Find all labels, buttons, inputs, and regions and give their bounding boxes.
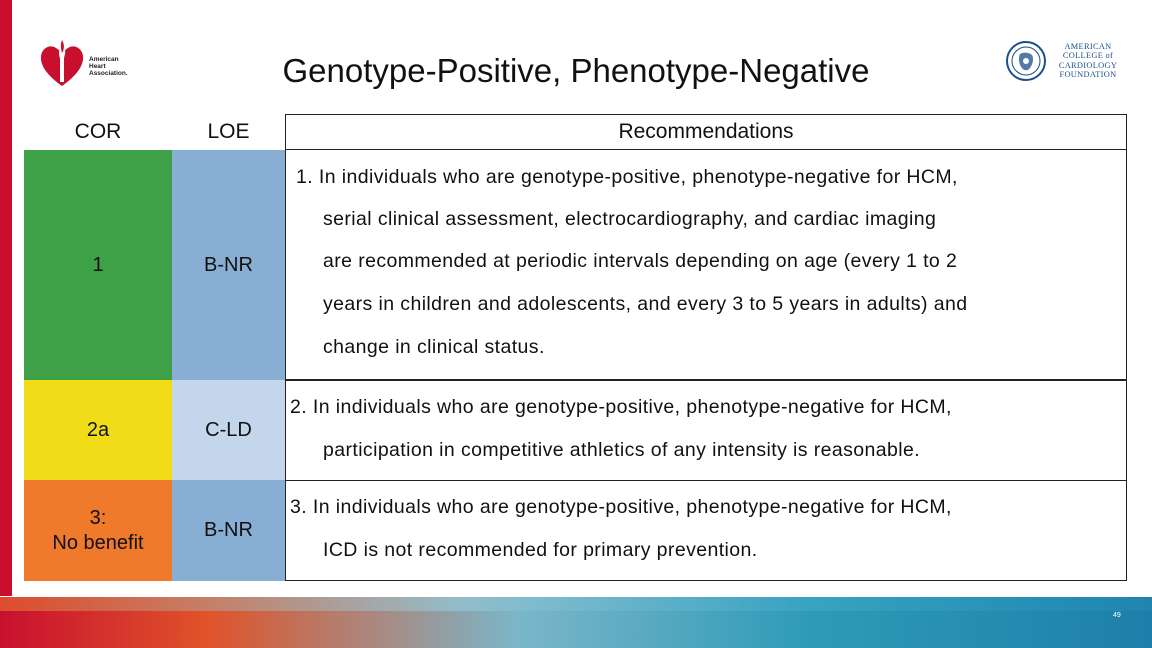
cor-cell-1: [24, 150, 172, 380]
rec-1-line-4: years in children and adolescents, and every 3 to 5 years in adults) and: [323, 293, 968, 315]
header-cor: COR: [74, 120, 122, 143]
cor-value-2: 2a: [86, 418, 110, 441]
cor-cell-2: [24, 380, 172, 480]
rec-1-line-2: serial clinical assessment, electrocardiography, and cardiac imaging: [323, 208, 937, 230]
rec-1-line-3: are recommended at periodic intervals depending on age (every 1 to 2: [323, 250, 958, 272]
cor-cell-3: [24, 480, 172, 581]
footer-gradient-band: [0, 597, 1152, 648]
header-recommendations: Recommendations: [618, 120, 794, 143]
loe-value-3: B-NR: [204, 519, 253, 541]
rec-1-line-5: change in clinical status.: [323, 336, 545, 358]
cor-value-1: 1: [92, 253, 104, 276]
loe-cell-3: [172, 480, 285, 581]
loe-cell-2: [172, 380, 285, 480]
rec-3-line-1: 3. In individuals who are genotype-positive, phenotype-negative for HCM,: [290, 496, 952, 518]
aha-logo-text: American Heart Association.: [89, 56, 128, 77]
header-loe: LOE: [207, 120, 250, 143]
rec-3-line-2: ICD is not recommended for primary prevention.: [323, 539, 758, 561]
loe-cell-1: [172, 150, 285, 380]
acc-logo-text: AMERICAN COLLEGE of CARDIOLOGY FOUNDATION: [1058, 42, 1118, 79]
cor-value-3-line-1: 3:: [89, 506, 107, 529]
loe-value-2: C-LD: [205, 418, 252, 441]
rec-2-line-2: participation in competitive athletics of any intensity is reasonable.: [323, 439, 921, 461]
slide-title: Genotype-Positive, Phenotype-Negative: [282, 52, 870, 89]
cor-value-3-line-2: No benefit: [52, 531, 144, 554]
rec-2-line-1: 2. In individuals who are genotype-positive, phenotype-negative for HCM,: [290, 396, 952, 418]
loe-value-1: B-NR: [204, 253, 253, 276]
rec-1-line-1: 1. In individuals who are genotype-positive, phenotype-negative for HCM,: [296, 166, 958, 188]
page-number: 49: [1113, 612, 1121, 619]
